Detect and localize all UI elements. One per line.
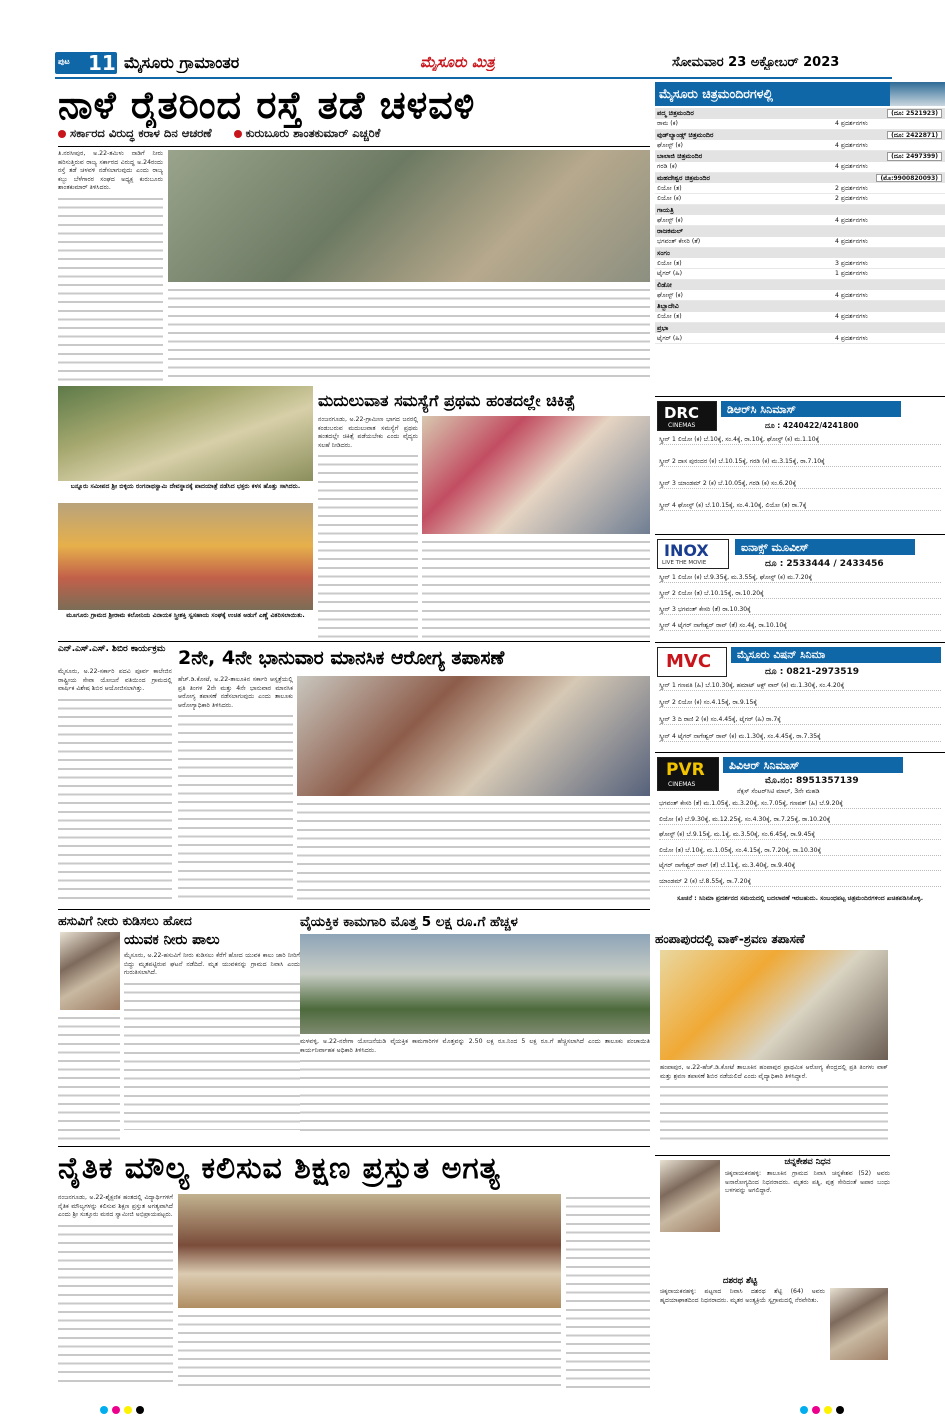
showtime-line: ಯಾಂಡಮ್ 2 (ಕ) ಬೆ.8.55ಕ್ಕೆ, ರಾ.7.20ಕ್ಕೆ bbox=[659, 877, 941, 887]
story2-dateline: ನಂಜನಗೂಡು, ಅ.22-ಗ್ರಾಮೀಣ ಭಾಗದ ಜನರಲ್ಲಿ ಕಂಡುಬರುವ ಮದುಲುವಾತ ಸಮಸ್ಯೆಗೆ ಪ್ರಥಮ ಹಂತದಲ್ಲೇ ಚಿಕಿತ್ಸೆ ಪಡೆಯಬೇಕು ಎಂದು ವೈದ್ಯರು ಸಲಹೆ ನೀಡಿದರು. bbox=[318, 416, 418, 449]
drc-showtimes bbox=[655, 435, 945, 533]
inox-logo-sub: LIVE THE MOVIE bbox=[662, 560, 707, 566]
showtime-line: ಸ್ಕ್ರೀನ್ 4 ಟೈಗರ್ ನಾಗೇಶ್ವರ್ ರಾವ್ (ತೆ) ಸಂ.4ಕ್ಕೆ, ರಾ.10.10ಕ್ಕೆ bbox=[659, 621, 941, 631]
film-title: ಘೋಸ್ಟ್ (ಕ) bbox=[657, 291, 683, 299]
story6-body-right bbox=[566, 1194, 650, 1392]
obit2-headline: ದಶರಥ ಶೆಟ್ಟಿ bbox=[722, 1276, 758, 1286]
cinema-hall-label: ವುಡ್‌ಲ್ಯಾಂಡ್ಸ್ ಚಿತ್ರಮಂದಿರ bbox=[657, 130, 714, 139]
film-shows: 4 ಪ್ರದರ್ಶನಗಳು bbox=[835, 334, 868, 342]
film-shows: 3 ಪ್ರದರ್ಶನಗಳು bbox=[835, 259, 868, 267]
cinema-hall-label: ಲಿಡೋ bbox=[657, 280, 672, 289]
cinema-hall-name bbox=[655, 108, 945, 119]
cinema-hall-name bbox=[655, 130, 945, 141]
cinema-hall-name bbox=[655, 323, 945, 334]
showtime-line: ಸ್ಕ್ರೀನ್ 2 ಲಿಯೋ (ಕ) ಸಂ.4.15ಕ್ಕೆ, ರಾ.9.15ಕ್ಕೆ bbox=[659, 698, 941, 708]
procession-caption: ಬನ್ನೂರು ಸಮೀಪದ ಶ್ರೀ ಬಿಳ್ಳಿಯ ರಂಗನಾಥಸ್ವಾಮಿ ದೇವಸ್ಥಾನಕ್ಕೆ ಪಾದಯಾತ್ರೆ ನಡೆಸಿದ ಭಕ್ತರು ಕಳಸ ಹೊತ್ತು ಸಾಗಿದರು. bbox=[70, 483, 301, 490]
story3-body-bottom bbox=[297, 800, 650, 906]
story5-body bbox=[300, 1038, 650, 1142]
inox-showtimes bbox=[655, 573, 945, 641]
cinema-hall-label: ತಿಬ್ಬಾದೇವಿ bbox=[657, 302, 679, 310]
story4-headline-2: ಯುವಕ ನೀರು ಪಾಲು bbox=[124, 932, 220, 948]
cinema-hall-name bbox=[655, 151, 945, 162]
cinema-film-row bbox=[655, 259, 945, 270]
cinema-hall-label: ಸಂಗಂ bbox=[657, 248, 670, 257]
pvr-logo bbox=[657, 757, 719, 791]
film-shows: 4 ಪ್ರದರ್ಶನಗಳು bbox=[835, 291, 868, 299]
film-shows: 2 ಪ್ರದರ್ಶನಗಳು bbox=[835, 195, 868, 202]
lead-body-cols bbox=[168, 286, 650, 382]
film-shows: 4 ಪ್ರದರ್ಶನಗಳು bbox=[835, 313, 868, 320]
film-shows: 4 ಪ್ರದರ್ಶನಗಳು bbox=[835, 238, 868, 245]
film-shows: 4 ಪ್ರದರ್ಶನಗಳು bbox=[835, 120, 868, 127]
mvc-logo bbox=[657, 647, 727, 677]
story7-body bbox=[660, 1064, 888, 1152]
showtime-line: ಸ್ಕ್ರೀನ್ 1 ಗಣಪತಿ (ಹಿ) ಬೆ.10.30ಕ್ಕೆ, ಹಮಾಟ್ ಆಕ್ಟ್ ವಾರ್ (ಕ) ಮ.1.30ಕ್ಕೆ, ಸಂ.4.20ಕ್ಕೆ bbox=[659, 681, 941, 691]
page-header bbox=[0, 0, 945, 80]
film-title: ಲಿಯೋ (ತ) bbox=[657, 184, 682, 192]
showtime-line: ಭಗವಂತ್ ಕೇಸರಿ (ತೆ) ಮ.1.05ಕ್ಕೆ, ಮ.3.20ಕ್ಕೆ, ಸಂ.7.05ಕ್ಕೆ, ಗಣಪತ್ (ಹಿ) ಬೆ.9.20ಕ್ಕೆ bbox=[659, 799, 941, 809]
story3-body-left bbox=[178, 676, 293, 906]
film-title: ಗರಡಿ (ಕ) bbox=[657, 163, 678, 170]
story6-photo bbox=[178, 1194, 561, 1308]
drc-phone: ದೂ : 4240422/4241800 bbox=[765, 421, 859, 430]
cinema-hall-phone: (ದೂ: 2497399) bbox=[887, 152, 942, 161]
film-title: ರಾಮ (ಕ) bbox=[657, 120, 678, 127]
story4-body-left bbox=[58, 1014, 120, 1142]
cinema-listings bbox=[655, 82, 945, 395]
film-title: ಟೈಗರ್ (ಹಿ) bbox=[657, 270, 683, 277]
drc-logo-sub: CINEMAS bbox=[668, 422, 696, 429]
cinema-film-row bbox=[655, 334, 945, 345]
cinema-film-row bbox=[655, 184, 945, 195]
lead-rule bbox=[58, 146, 650, 147]
nss-headline: ಎನ್.ಎಸ್.ಎಸ್. ಶಿಬಿರ ಕಾರ್ಯಕ್ರಮ bbox=[58, 644, 166, 654]
inox-phone: ದೂ : 2533444 / 2433456 bbox=[765, 559, 884, 569]
pvr-name: ಪಿವಿಆರ್ ಸಿನಿಮಾಸ್ bbox=[729, 759, 800, 772]
mvc-name: ಮೈಸೂರು ವಿಷನ್ ಸಿನಿಮಾ bbox=[737, 649, 826, 661]
divider bbox=[58, 641, 650, 642]
inox-logo bbox=[657, 539, 729, 569]
story2-headline: ಮದುಲುವಾತ ಸಮಸ್ಯೆಗೆ ಪ್ರಥಮ ಹಂತದಲ್ಲೇ ಚಿಕಿತ್ಸೆ bbox=[318, 391, 576, 410]
lead-subheads bbox=[58, 126, 650, 144]
lead-subhead-left: ಸರ್ಕಾರದ ವಿರುದ್ಧ ಕರಾಳ ದಿನ ಆಚರಣೆ bbox=[70, 126, 212, 140]
story7-headline: ಹಂಪಾಪುರದಲ್ಲಿ ವಾಕ್-ಶ್ರವಣ ತಪಾಸಣೆ bbox=[655, 932, 805, 946]
header-rule bbox=[55, 77, 892, 79]
story5-headline: ವೈಯಕ್ತಿಕ ಕಾಮಗಾರಿ ಮೊತ್ತ 5 ಲಕ್ಷ ರೂ.ಗೆ ಹೆಚ್ಚಳ bbox=[300, 914, 518, 930]
story4-text: ಮೈಸೂರು, ಅ.22-ಹಸುವಿಗೆ ನೀರು ಕುಡಿಸಲು ಕೆರೆಗೆ ಹೋದ ಯುವಕ ಕಾಲು ಜಾರಿ ನೀರಿಗೆ ಬಿದ್ದು ಮೃತಪಟ್ಟಿರುವ ಘಟನೆ ನಡೆದಿದೆ. ಮೃತ ಯುವಕನನ್ನು ಗ್ರಾಮದ ನಿವಾಸಿ ಎಂದು ಗುರುತಿಸಲಾಗಿದೆ. bbox=[124, 952, 300, 977]
cinema-hall-name bbox=[655, 173, 945, 184]
film-shows: 4 ಪ್ರದರ್ಶನಗಳು bbox=[835, 163, 868, 170]
story4-headline-1: ಹಸುವಿಗೆ ನೀರು ಕುಡಿಸಲು ಹೋದ bbox=[58, 913, 192, 928]
mvc-showtimes bbox=[655, 681, 945, 751]
obit1-headline: ಚನ್ನಕೇಶವ ನಿಧನ bbox=[784, 1157, 831, 1167]
showtime-line: ಸ್ಕ್ರೀನ್ 3 ಭಗವಂತ್ ಕೇಸರಿ (ತೆ) ರಾ.10.30ಕ್ಕೆ bbox=[659, 605, 941, 615]
story5-text: ಮಳವಳ್ಳಿ, ಅ.22-ನರೇಗಾ ಯೋಜನೆಯಡಿ ವೈಯಕ್ತಿಕ ಕಾಮಗಾರಿಗಳ ಮೊತ್ತವನ್ನು 2.50 ಲಕ್ಷ ರೂ.ನಿಂದ 5 ಲಕ್ಷ ರೂ.ಗೆ ಹೆಚ್ಚಿಸಲಾಗಿದೆ ಎಂದು ತಾಲೂಕು ಪಂಚಾಯಿತಿ ಕಾರ್ಯನಿರ್ವಾಹಕ ಅಧಿಕಾರಿ ತಿಳಿಸಿದರು. bbox=[300, 1038, 650, 1054]
film-title: ಘೋಸ್ಟ್ (ಕ) bbox=[657, 216, 683, 224]
page-label: ಪುಟ bbox=[58, 57, 70, 66]
showtime-line: ಸ್ಕ್ರೀನ್ 1 ಲಿಯೋ (ಕ) ಬೆ.10ಕ್ಕೆ, ಸಂ.4ಕ್ಕೆ, ರಾ.10ಕ್ಕೆ, ಘೋಸ್ಟ್ (ಕ) ಮ.1.10ಕ್ಕೆ bbox=[659, 435, 941, 445]
story2-body-left bbox=[318, 416, 418, 638]
cinema-hall-label: ರಾಜಕಮಲ್ bbox=[657, 227, 683, 235]
women-group-photo bbox=[58, 503, 313, 610]
film-shows: 4 ಪ್ರದರ್ಶನಗಳು bbox=[835, 216, 868, 224]
film-title: ಘೋಸ್ಟ್ (ಕ) bbox=[657, 141, 683, 149]
cinema-film-row bbox=[655, 216, 945, 227]
mysore-vision-cinema bbox=[655, 642, 945, 752]
showtime-line: ಸ್ಕ್ರೀನ್ 3 ಯಾಂಡಮ್ 2 (ಕ) ಬೆ.10.05ಕ್ಕೆ, ಗರಡಿ (ಕ) ಸಂ.6.20ಕ್ಕೆ bbox=[659, 479, 941, 489]
cinema-film-row bbox=[655, 312, 945, 323]
showtime-line: ಸ್ಕ್ರೀನ್ 1 ಲಿಯೋ (ಕ) ಬೆ.9.35ಕ್ಕೆ, ಮ.3.55ಕ್ಕೆ, ಘೋಸ್ಟ್ (ಕ) ಮ.7.20ಕ್ಕೆ bbox=[659, 573, 941, 583]
drc-name: ಡಿಆರ್‌ಸಿ ಸಿನಿಮಾಸ್ bbox=[727, 403, 796, 416]
pvr-showtimes bbox=[655, 799, 945, 893]
story7-text: ಹಂಪಾಪುರ, ಅ.22-ಹೆಚ್.ಡಿ.ಕೋಟೆ ತಾಲೂಕಿನ ಹಂಪಾಪುರ ಪ್ರಾಥಮಿಕ ಆರೋಗ್ಯ ಕೇಂದ್ರದಲ್ಲಿ ಪ್ರತಿ ತಿಂಗಳು ವಾಕ್ ಮತ್ತು ಶ್ರವಣ ತಪಾಸಣೆ ಶಿಬಿರ ನಡೆಯಲಿದೆ ಎಂದು ವೈದ್ಯಾಧಿಕಾರಿ ತಿಳಿಸಿದ್ದಾರೆ. bbox=[660, 1064, 888, 1080]
obit2-body: ಚಿಕ್ಕನಾಯಕನಹಳ್ಳಿ: ಪಟ್ಟಣದ ನಿವಾಸಿ ದಶರಥ ಶೆಟ್ಟಿ (64) ಅವರು ಹೃದಯಾಘಾತದಿಂದ ನಿಧನರಾದರು. ಮೃತರ ಅಂತ್ಯಕ್ರಿಯೆ ಸ್ವಗ್ರಾಮದಲ್ಲಿ ನೆರವೇರಿತು. bbox=[660, 1288, 825, 1304]
drc-cinemas bbox=[655, 396, 945, 534]
film-title: ಲಿಯೋ (ಕ) bbox=[657, 195, 682, 202]
inox-name: ಐನಾಕ್ಸ್ ಮೂವೀಸ್ bbox=[741, 541, 809, 554]
cinema-hall-phone: (ದೂ: 2422871) bbox=[887, 131, 942, 140]
story6-body-left bbox=[58, 1194, 173, 1392]
lead-subhead-right: ಕುರುಬೂರು ಶಾಂತಕುಮಾರ್ ಎಚ್ಚರಿಕೆ bbox=[245, 126, 381, 140]
lead-body-col1 bbox=[58, 150, 163, 382]
cinema-hall-name bbox=[655, 280, 945, 291]
showtime-line: ಸ್ಕ್ರೀನ್ 2 ಲಿಯೋ (ತ) ಬೆ.10.15ಕ್ಕೆ, ರಾ.10.20ಕ್ಕೆ bbox=[659, 589, 941, 599]
inox-logo-text: INOX bbox=[664, 541, 709, 560]
showtime-line: ಲಿಯೋ (ತ) ಬೆ.10ಕ್ಕೆ, ಮ.1.05ಕ್ಕೆ, ಸಂ.4.15ಕ್ಕೆ, ರಾ.7.20ಕ್ಕೆ, ರಾ.10.30ಕ್ಕೆ bbox=[659, 846, 941, 856]
obit1-body: ಚಿಕ್ಕನಾಯಕನಹಳ್ಳಿ: ತಾಲೂಕಿನ ಗ್ರಾಮದ ನಿವಾಸಿ ಚನ್ನಕೇಶವ (52) ಅವರು ಅನಾರೋಗ್ಯದಿಂದ ನಿಧನರಾದರು. ಮೃತರು ಪತ್ನಿ, ಪುತ್ರ ಸೇರಿದಂತೆ ಅಪಾರ ಬಂಧು ಬಳಗವನ್ನು ಅಗಲಿದ್ದಾರೆ. bbox=[725, 1170, 890, 1195]
cinema-film-row bbox=[655, 141, 945, 152]
story6-headline: ನೈತಿಕ ಮೌಲ್ಯ ಕಲಿಸುವ ಶಿಕ್ಷಣ ಪ್ರಸ್ತುತ ಅಗತ್ಯ bbox=[58, 1151, 501, 1186]
cinema-film-row bbox=[655, 119, 945, 130]
divider bbox=[58, 909, 650, 910]
film-shows: 2 ಪ್ರದರ್ಶನಗಳು bbox=[835, 184, 868, 192]
story3-photo bbox=[297, 676, 650, 796]
cinema-hall-phone: (ದೂ: 2521923) bbox=[887, 109, 942, 118]
story2-photo bbox=[422, 416, 650, 534]
obit2-portrait bbox=[830, 1288, 888, 1360]
story3-dateline: ಹೆಚ್.ಡಿ.ಕೋಟೆ, ಅ.22-ತಾಲೂಕಿನ ಸರ್ಕಾರಿ ಆಸ್ಪತ್ರೆಯಲ್ಲಿ ಪ್ರತಿ ತಿಂಗಳ 2ನೇ ಮತ್ತು 4ನೇ ಭಾನುವಾರ ಮಾನಸಿಕ ಆರೋಗ್ಯ ತಪಾಸಣೆ ನಡೆಸಲಾಗುವುದು ಎಂದು ತಾಲೂಕು ಆರೋಗ್ಯಾಧಿಕಾರಿ ತಿಳಿಸಿದರು. bbox=[178, 676, 293, 709]
pvr-address: ನೆಕ್ಸಸ್ ಸೆಂಟರ್‌ಸಿಟಿ ಮಾಲ್, 3ನೇ ಮಹಡಿ bbox=[737, 788, 820, 795]
pvr-logo-text: PVR bbox=[666, 760, 705, 780]
story6-text: ನಂಜನಗೂಡು, ಅ.22-ಶೈಕ್ಷಣಿಕ ಹಂತದಲ್ಲಿ ವಿದ್ಯಾರ್ಥಿಗಳಿಗೆ ನೈತಿಕ ಮೌಲ್ಯಗಳನ್ನು ಕಲಿಸುವ ಶಿಕ್ಷಣ ಪ್ರಸ್ತುತ ಅಗತ್ಯವಾಗಿದೆ ಎಂದು ಶ್ರೀ ಸುತ್ತೂರು ಮಠದ ಸ್ವಾಮೀಜಿ ಅಭಿಪ್ರಾಯಪಟ್ಟರು. bbox=[58, 1194, 173, 1219]
pvr-cinemas bbox=[655, 752, 945, 924]
nss-text: ಮೈಸೂರು, ಅ.22-ಸರ್ಕಾರಿ ಪದವಿ ಪೂರ್ವ ಕಾಲೇಜಿನ ರಾಷ್ಟ್ರೀಯ ಸೇವಾ ಯೋಜನೆ ವತಿಯಿಂದ ಗ್ರಾಮದಲ್ಲಿ ವಾರ್ಷಿಕ ವಿಶೇಷ ಶಿಬಿರ ಆಯೋಜಿಸಲಾಗಿತ್ತು. bbox=[58, 668, 172, 693]
drc-logo-text: DRC bbox=[664, 404, 700, 422]
cinema-film-row bbox=[655, 162, 945, 173]
bullet-icon bbox=[234, 130, 242, 138]
film-shows: 1 ಪ್ರದರ್ಶನಗಳು bbox=[835, 270, 868, 277]
cinema-film-row bbox=[655, 291, 945, 302]
lead-dateline: ತಿ.ನರಸೀಪುರ, ಅ.22-ತಮಿಳು ನಾಡಿಗೆ ನೀರು ಹರಿಸುತ್ತಿರುವ ರಾಜ್ಯ ಸರ್ಕಾರದ ವಿರುದ್ಧ ಅ.24ರಂದು ರಸ್ತೆ ತಡೆ ಚಳವಳಿ ನಡೆಸಲಾಗುವುದು ಎಂದು ರಾಜ್ಯ ಕಬ್ಬು ಬೆಳೆಗಾರರ ಸಂಘದ ಅಧ್ಯಕ್ಷ ಕುರುಬೂರು ಶಾಂತಕುಮಾರ್ ತಿಳಿಸಿದರು. bbox=[58, 150, 163, 192]
divider bbox=[655, 1155, 890, 1156]
story5-photo bbox=[300, 934, 650, 1034]
pvr-logo-sub: CINEMAS bbox=[668, 781, 696, 788]
cinema-film-row bbox=[655, 194, 945, 205]
cinema-hall-label: ಗಾಯತ್ರಿ bbox=[657, 205, 674, 214]
cinema-hall-name bbox=[655, 205, 945, 216]
bullet-icon bbox=[58, 130, 66, 138]
mvc-phone: ದೂ : 0821-2973519 bbox=[765, 667, 860, 677]
film-title: ಲಿಯೋ (ತ) bbox=[657, 259, 682, 267]
cinema-title: ಮೈಸೂರು ಚಿತ್ರಮಂದಿರಗಳಲ್ಲಿ bbox=[659, 86, 773, 101]
film-title: ಲಿಯೋ (ತ) bbox=[657, 313, 682, 320]
print-registration-marks bbox=[0, 1404, 945, 1416]
issue-date: ಸೋಮವಾರ 23 ಅಕ್ಟೋಬರ್ 2023 bbox=[672, 55, 840, 70]
cinema-hall-name bbox=[655, 301, 945, 312]
cinema-hall-name bbox=[655, 226, 945, 237]
showtime-line: ಸ್ಕ್ರೀನ್ 2 ದಾಸ ಪುರಂದರ (ಕ) ಬೆ.10.15ಕ್ಕೆ, ಗರಡಿ (ಕ) ಮ.3.15ಕ್ಕೆ, ರಾ.7.10ಕ್ಕೆ bbox=[659, 457, 941, 467]
divider bbox=[58, 1146, 650, 1147]
showtime-line: ಘೋಸ್ಟ್ (ಕ) ಬೆ.9.15ಕ್ಕೆ, ಮ.1ಕ್ಕೆ, ಮ.3.50ಕ್ಕೆ, ಸಂ.6.45ಕ್ಕೆ, ರಾ.9.45ಕ್ಕೆ bbox=[659, 830, 941, 840]
cinema-hall-list bbox=[655, 108, 945, 395]
obit1-portrait bbox=[660, 1160, 720, 1232]
story4-body bbox=[124, 952, 300, 1142]
story6-body-bottom bbox=[178, 1312, 561, 1392]
cinema-hall-label: ಪ್ರಭಾ bbox=[657, 323, 669, 332]
story7-photo bbox=[660, 950, 888, 1060]
procession-photo bbox=[58, 386, 313, 481]
cinema-hall-label: ಪದ್ಮ ಚಿತ್ರಮಂದಿರ bbox=[657, 109, 694, 117]
story2-body-bottom bbox=[422, 538, 650, 638]
film-title: ಟೈಗರ್ (ಹಿ) bbox=[657, 334, 683, 342]
pvr-note: ಸೂಚನೆ : ಸಿನಿಮಾ ಪ್ರದರ್ಶನದ ಸಮಯದಲ್ಲಿ ಬದಲಾವಣೆ ಇರಬಹುದು. ಸಂಬಂಧಪಟ್ಟ ಚಿತ್ರಮಂದಿರಗಳಿಂದ ಖಚಿತಪಡಿಸಿಕೊಳ್ಳಿ. bbox=[676, 895, 924, 902]
women-group-caption: ಮೂಗೂರು ಗ್ರಾಮದ ಶ್ರೀರಾಮ ಕಲೋನಿಯ ವಿನಾಯಕ ಸ್ತ್ರೀಶಕ್ತಿ ಸ್ವಸಹಾಯ ಸಂಘಕ್ಕೆ ಉಚಿತ ಅಡುಗೆ ಎಣ್ಣೆ ವಿತರಿಸಲಾಯಿತು. bbox=[66, 612, 305, 619]
page-number: 11 bbox=[88, 51, 116, 75]
pvr-phone: ಮೊ.ನಂ: 8951357139 bbox=[765, 776, 859, 786]
showtime-line: ಲಿಯೋ (ಕ) ಬೆ.9.30ಕ್ಕೆ, ಮ.12.25ಕ್ಕೆ, ಸಂ.4.30ಕ್ಕೆ, ರಾ.7.25ಕ್ಕೆ, ರಾ.10.20ಕ್ಕೆ bbox=[659, 815, 941, 825]
showtime-line: ಸ್ಕ್ರೀನ್ 3 ದಿ ರಾಣಿ 2 (ಕ) ಸಂ.4.45ಕ್ಕೆ, ಟೈಗರ್ (ಹಿ) ರಾ.7ಕ್ಕೆ bbox=[659, 715, 941, 725]
cinema-hall-label: ಮಹದೇಶ್ವರ ಚಿತ್ರಮಂದಿರ bbox=[657, 173, 710, 182]
inox-movies bbox=[655, 534, 945, 642]
mvc-logo-text: MVC bbox=[666, 651, 712, 672]
cinema-hall-name bbox=[655, 248, 945, 259]
nss-body bbox=[58, 668, 172, 906]
theatre-illustration bbox=[890, 82, 945, 106]
showtime-line: ಸ್ಕ್ರೀನ್ 4 ಘೋಸ್ಟ್ (ಕ) ಬೆ.10.15ಕ್ಕೆ, ಸಂ.4.10ಕ್ಕೆ, ಲಿಯೋ (ತ) ರಾ.7ಕ್ಕೆ bbox=[659, 501, 941, 511]
film-shows: 4 ಪ್ರದರ್ಶನಗಳು bbox=[835, 141, 868, 149]
section-title: ಮೈಸೂರು ಗ್ರಾಮಾಂತರ bbox=[124, 53, 240, 72]
showtime-line: ಸ್ಕ್ರೀನ್ 4 ಟೈಗರ್ ನಾಗೇಶ್ವರ್ ರಾವ್ (ಕ) ಮ.1.30ಕ್ಕೆ, ಸಂ.4.45ಕ್ಕೆ, ರಾ.7.35ಕ್ಕೆ bbox=[659, 732, 941, 742]
cinema-hall-label: ಬಾಲಾಜಿ ಚಿತ್ರಮಂದಿರ bbox=[657, 152, 703, 160]
cinema-hall-phone: (ಮೊ:9900820093) bbox=[876, 174, 942, 183]
lead-photo bbox=[168, 150, 650, 282]
cinema-film-row bbox=[655, 269, 945, 280]
showtime-line: ಟೈಗರ್ ನಾಗೇಶ್ವರ್ ರಾವ್ (ತೆ) ಬೆ.11ಕ್ಕೆ, ಮ.3.40ಕ್ಕೆ, ರಾ.9.40ಕ್ಕೆ bbox=[659, 861, 941, 871]
youth-portrait bbox=[60, 932, 120, 1010]
story3-headline: 2ನೇ, 4ನೇ ಭಾನುವಾರ ಮಾನಸಿಕ ಆರೋಗ್ಯ ತಪಾಸಣೆ bbox=[178, 647, 505, 669]
drc-logo bbox=[657, 401, 717, 431]
cinema-film-row bbox=[655, 237, 945, 248]
masthead-logo: ಮೈಸೂರು ಮಿತ್ರ bbox=[420, 53, 495, 71]
lead-headline: ನಾಳೆ ರೈತರಿಂದ ರಸ್ತೆ ತಡೆ ಚಳವಳಿ bbox=[58, 83, 476, 127]
film-title: ಭಗವಂತ್ ಕೇಸರಿ (ತೆ) bbox=[657, 238, 701, 245]
